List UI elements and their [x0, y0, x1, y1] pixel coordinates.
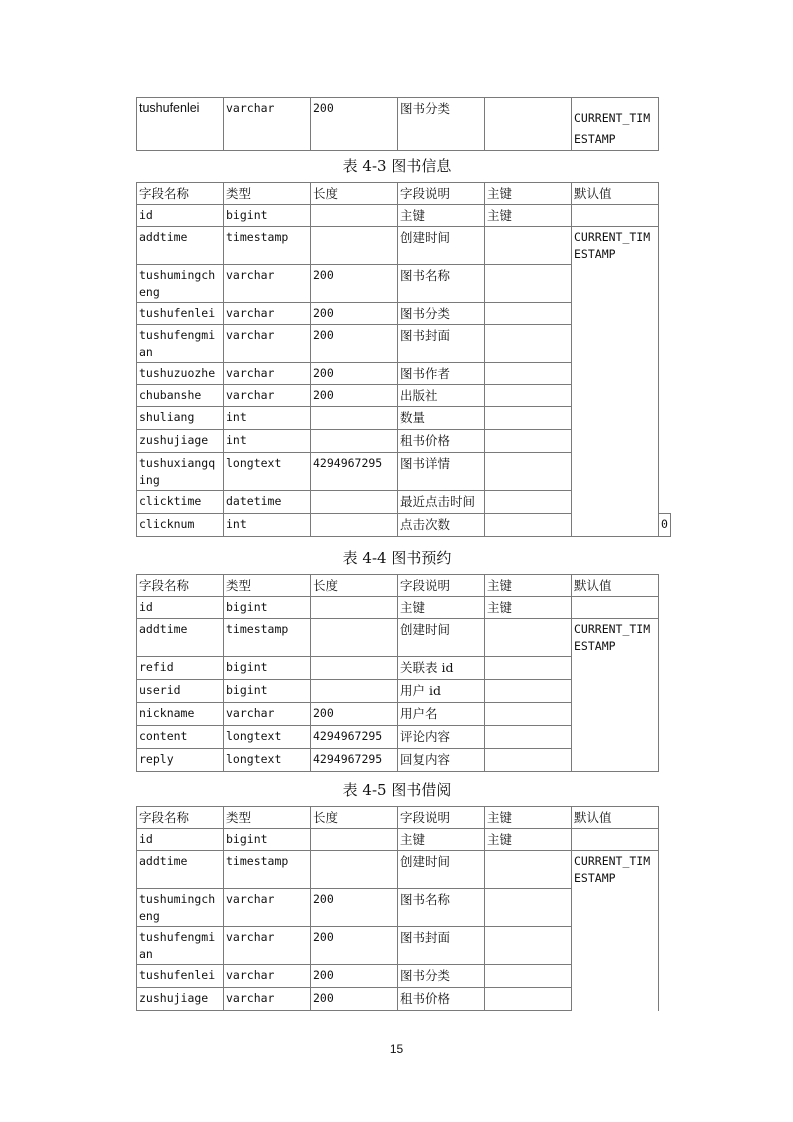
description-cell: 图书封面	[398, 927, 485, 965]
primary-key-cell	[485, 514, 572, 537]
type-cell: timestamp	[224, 851, 311, 889]
field-name-cell: id	[137, 829, 224, 851]
default-value-cell	[572, 829, 659, 851]
primary-key-cell	[485, 680, 572, 703]
length-cell	[311, 597, 398, 619]
type-cell: longtext	[224, 453, 311, 491]
description-cell: 创建时间	[398, 851, 485, 889]
length-cell: 200	[311, 988, 398, 1011]
default-value-cell: CURRENT_TIMESTAMP	[572, 227, 659, 537]
field-name-cell: tushufenlei	[137, 98, 224, 151]
length-cell: 200	[311, 98, 398, 151]
length-cell	[311, 227, 398, 265]
table-row	[137, 851, 659, 889]
table-row	[137, 227, 671, 265]
description-cell: 最近点击时间	[398, 491, 485, 514]
page-number: 15	[389, 1042, 404, 1056]
field-name-cell: tushumingcheng	[137, 265, 224, 303]
field-name-cell: chubanshe	[137, 385, 224, 407]
field-name-cell: clicktime	[137, 491, 224, 514]
field-name-cell: tushufenlei	[137, 965, 224, 988]
column-header: 长度	[311, 807, 398, 829]
type-cell: longtext	[224, 726, 311, 749]
length-cell	[311, 657, 398, 680]
primary-key-cell	[485, 703, 572, 726]
type-cell: int	[224, 514, 311, 537]
field-name-cell: tushuzuozhe	[137, 363, 224, 385]
description-cell: 图书名称	[398, 889, 485, 927]
length-cell	[311, 514, 398, 537]
primary-key-cell	[485, 363, 572, 385]
type-cell: varchar	[224, 889, 311, 927]
length-cell: 4294967295	[311, 726, 398, 749]
type-cell: bigint	[224, 657, 311, 680]
type-cell: varchar	[224, 363, 311, 385]
description-cell: 创建时间	[398, 619, 485, 657]
column-header: 主键	[485, 183, 572, 205]
type-cell: varchar	[224, 965, 311, 988]
description-cell: 用户 id	[398, 680, 485, 703]
table-header-row	[137, 575, 659, 597]
column-header: 类型	[224, 183, 311, 205]
type-cell: datetime	[224, 491, 311, 514]
description-cell: 点击次数	[398, 514, 485, 537]
field-name-cell: tushumingcheng	[137, 889, 224, 927]
type-cell: varchar	[224, 98, 311, 151]
default-value-cell: 0	[659, 514, 671, 537]
primary-key-cell	[485, 749, 572, 772]
length-cell: 200	[311, 703, 398, 726]
table-book-borrowing	[136, 806, 659, 1011]
table-row	[137, 597, 659, 619]
column-header: 默认值	[572, 807, 659, 829]
description-cell: 图书作者	[398, 363, 485, 385]
type-cell: varchar	[224, 385, 311, 407]
table-caption: 表 4-3 图书信息	[342, 157, 452, 175]
type-cell: varchar	[224, 703, 311, 726]
description-cell: 主键	[398, 597, 485, 619]
field-name-cell: content	[137, 726, 224, 749]
description-cell: 出版社	[398, 385, 485, 407]
length-cell: 200	[311, 303, 398, 325]
length-cell: 200	[311, 889, 398, 927]
table-header-row	[137, 183, 671, 205]
primary-key-cell: 主键	[485, 205, 572, 227]
field-name-cell: reply	[137, 749, 224, 772]
type-cell: varchar	[224, 325, 311, 363]
field-name-cell: tushufengmian	[137, 927, 224, 965]
type-cell: bigint	[224, 829, 311, 851]
table-row	[137, 829, 659, 851]
field-name-cell: userid	[137, 680, 224, 703]
primary-key-cell	[485, 988, 572, 1011]
field-name-cell: clicknum	[137, 514, 224, 537]
field-name-cell: tushufengmian	[137, 325, 224, 363]
type-cell: varchar	[224, 927, 311, 965]
field-name-cell: refid	[137, 657, 224, 680]
type-cell: timestamp	[224, 227, 311, 265]
primary-key-cell	[485, 726, 572, 749]
table-row	[137, 98, 659, 151]
column-header: 类型	[224, 807, 311, 829]
description-cell: 图书分类	[398, 965, 485, 988]
primary-key-cell	[485, 619, 572, 657]
type-cell: longtext	[224, 749, 311, 772]
column-header: 字段说明	[398, 183, 485, 205]
primary-key-cell	[485, 265, 572, 303]
description-cell: 回复内容	[398, 749, 485, 772]
type-cell: int	[224, 407, 311, 430]
default-value-cell	[572, 205, 659, 227]
length-cell	[311, 829, 398, 851]
column-header: 长度	[311, 183, 398, 205]
column-header: 字段说明	[398, 807, 485, 829]
field-name-cell: nickname	[137, 703, 224, 726]
description-cell: 数量	[398, 407, 485, 430]
description-cell: 主键	[398, 829, 485, 851]
primary-key-cell	[485, 325, 572, 363]
field-name-cell: shuliang	[137, 407, 224, 430]
description-cell: 图书详情	[398, 453, 485, 491]
primary-key-cell	[485, 657, 572, 680]
length-cell	[311, 430, 398, 453]
description-cell: 图书名称	[398, 265, 485, 303]
description-cell: 图书封面	[398, 325, 485, 363]
column-header: 默认值	[572, 183, 659, 205]
length-cell	[311, 491, 398, 514]
primary-key-cell	[485, 303, 572, 325]
field-name-cell: addtime	[137, 851, 224, 889]
type-cell: timestamp	[224, 619, 311, 657]
column-header: 字段说明	[398, 575, 485, 597]
primary-key-cell	[485, 927, 572, 965]
field-name-cell: id	[137, 205, 224, 227]
primary-key-cell	[485, 98, 572, 151]
primary-key-cell	[485, 851, 572, 889]
length-cell: 4294967295	[311, 749, 398, 772]
type-cell: bigint	[224, 597, 311, 619]
primary-key-cell	[485, 889, 572, 927]
default-value-cell: CURRENT_TIMESTAMP	[572, 98, 659, 151]
column-header: 主键	[485, 575, 572, 597]
field-name-cell: tushufenlei	[137, 303, 224, 325]
description-cell: 租书价格	[398, 430, 485, 453]
description-cell: 关联表 id	[398, 657, 485, 680]
field-name-cell: addtime	[137, 227, 224, 265]
column-header: 主键	[485, 807, 572, 829]
table-book-info	[136, 182, 671, 537]
default-value-cell: CURRENT_TIMESTAMP	[572, 619, 659, 772]
column-header: 字段名称	[137, 575, 224, 597]
table-caption: 表 4-5 图书借阅	[342, 781, 452, 799]
primary-key-cell	[485, 491, 572, 514]
type-cell: varchar	[224, 988, 311, 1011]
table-header-row	[137, 807, 659, 829]
field-name-cell: id	[137, 597, 224, 619]
description-cell: 主键	[398, 205, 485, 227]
length-cell: 200	[311, 927, 398, 965]
description-cell: 图书分类	[398, 303, 485, 325]
length-cell: 200	[311, 965, 398, 988]
type-cell: varchar	[224, 265, 311, 303]
column-header: 长度	[311, 575, 398, 597]
length-cell	[311, 407, 398, 430]
description-cell: 评论内容	[398, 726, 485, 749]
table-row	[137, 205, 671, 227]
type-cell: bigint	[224, 205, 311, 227]
description-cell: 用户名	[398, 703, 485, 726]
column-header: 默认值	[572, 575, 659, 597]
type-cell: varchar	[224, 303, 311, 325]
length-cell	[311, 205, 398, 227]
field-name-cell: zushujiage	[137, 988, 224, 1011]
length-cell	[311, 680, 398, 703]
primary-key-cell	[485, 227, 572, 265]
length-cell: 200	[311, 385, 398, 407]
primary-key-cell	[485, 965, 572, 988]
table-fragment-top	[136, 97, 659, 151]
length-cell	[311, 619, 398, 657]
primary-key-cell: 主键	[485, 597, 572, 619]
default-value-cell: CURRENT_TIMESTAMP	[572, 851, 659, 1011]
column-header: 字段名称	[137, 183, 224, 205]
primary-key-cell	[485, 385, 572, 407]
description-cell: 租书价格	[398, 988, 485, 1011]
column-header: 字段名称	[137, 807, 224, 829]
primary-key-cell	[485, 453, 572, 491]
table-row	[137, 619, 659, 657]
field-name-cell: zushujiage	[137, 430, 224, 453]
length-cell: 200	[311, 265, 398, 303]
primary-key-cell	[485, 407, 572, 430]
default-value-cell	[572, 597, 659, 619]
primary-key-cell: 主键	[485, 829, 572, 851]
table-caption: 表 4-4 图书预约	[342, 549, 452, 567]
primary-key-cell	[485, 430, 572, 453]
column-header: 类型	[224, 575, 311, 597]
description-cell: 创建时间	[398, 227, 485, 265]
field-name-cell: tushuxiangqing	[137, 453, 224, 491]
description-cell: 图书分类	[398, 98, 485, 151]
length-cell: 4294967295	[311, 453, 398, 491]
length-cell: 200	[311, 363, 398, 385]
type-cell: int	[224, 430, 311, 453]
type-cell: bigint	[224, 680, 311, 703]
field-name-cell: addtime	[137, 619, 224, 657]
table-book-reservation	[136, 574, 659, 772]
length-cell: 200	[311, 325, 398, 363]
length-cell	[311, 851, 398, 889]
